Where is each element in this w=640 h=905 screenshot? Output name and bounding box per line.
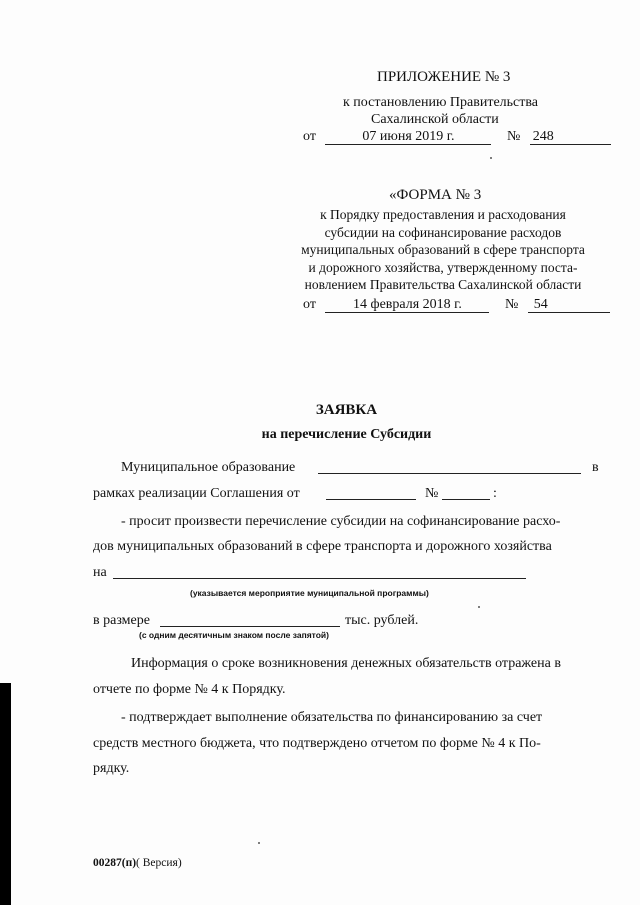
- scan-edge-bar: [0, 683, 11, 905]
- form-description: [283, 206, 603, 294]
- form-line: и дорожного хозяйства, утвержденному поста-: [308, 259, 578, 275]
- form-line: новлением Правительства Сахалинской области: [304, 277, 582, 292]
- from-label: от: [303, 129, 316, 144]
- form-date: 14 февраля 2018 г.: [325, 297, 489, 313]
- amount-field: [160, 613, 340, 627]
- agreement-end: :: [493, 486, 497, 501]
- to-decree-line2: Сахалинской области: [371, 112, 499, 127]
- agreement-num-label: №: [425, 486, 439, 501]
- on-label: на: [93, 565, 107, 580]
- footer-version: ( Версия): [136, 857, 182, 869]
- info-line1: Информация о сроке возникновения денежных обязательств отражена в: [131, 656, 561, 671]
- footer-code: 00287(п): [93, 857, 137, 869]
- in-word: в: [592, 460, 599, 475]
- form-line: к Порядку предоставления и расходования: [320, 207, 566, 222]
- footer: [93, 857, 182, 869]
- application-subtitle: на перечисление Субсидии: [261, 427, 432, 442]
- agreement-label: рамках реализации Соглашения от: [93, 486, 300, 501]
- amount-hint: (с одним десятичным знаком после запятой): [139, 630, 329, 640]
- confirm-line3: рядку.: [93, 761, 130, 776]
- num-label: №: [504, 297, 519, 312]
- form-number: 54: [528, 297, 610, 313]
- request-line1: - просит произвести перечисление субсидии на софинансирование расхо-: [121, 514, 561, 529]
- request-line2: дов муниципальных образований в сфере транспорта и дорожного хозяйства: [93, 539, 552, 554]
- info-line2: отчете по форме № 4 к Порядку.: [93, 682, 286, 697]
- appendix-title: ПРИЛОЖЕНИЕ № 3: [377, 69, 511, 85]
- event-field: [113, 565, 526, 579]
- scan-speck: [258, 842, 260, 844]
- to-decree-line1: к постановлению Правительства: [343, 95, 539, 110]
- event-hint: (указывается мероприятие муниципальной программы): [190, 588, 429, 598]
- form-title: «ФОРМА № 3: [389, 187, 482, 203]
- amount-unit: тыс. рублей.: [345, 613, 419, 628]
- form-line: муниципальных образований в сфере транспорта: [301, 242, 585, 257]
- scan-speck: [490, 157, 492, 159]
- form-line: субсидии на софинансирование расходов: [324, 224, 562, 240]
- confirm-line1: - подтверждает выполнение обязательства по финансированию за счет: [121, 710, 543, 725]
- scan-speck: [478, 606, 480, 608]
- num-label: №: [506, 129, 521, 144]
- form-date-row: [303, 297, 610, 313]
- from-label: от: [303, 297, 316, 312]
- confirm-line2: средств местного бюджета, что подтверждено отчетом по форме № 4 к По-: [93, 736, 541, 751]
- municipality-label: Муниципальное образование: [121, 460, 296, 475]
- header-date: 07 июня 2019 г.: [325, 129, 491, 145]
- agreement-num-field: [442, 486, 490, 500]
- application-title: ЗАЯВКА: [315, 402, 378, 418]
- header-date-row: [303, 129, 611, 145]
- header-number: 248: [530, 129, 611, 145]
- amount-label: в размере: [93, 613, 150, 628]
- agreement-date-field: [326, 486, 416, 500]
- municipality-field: [318, 460, 581, 474]
